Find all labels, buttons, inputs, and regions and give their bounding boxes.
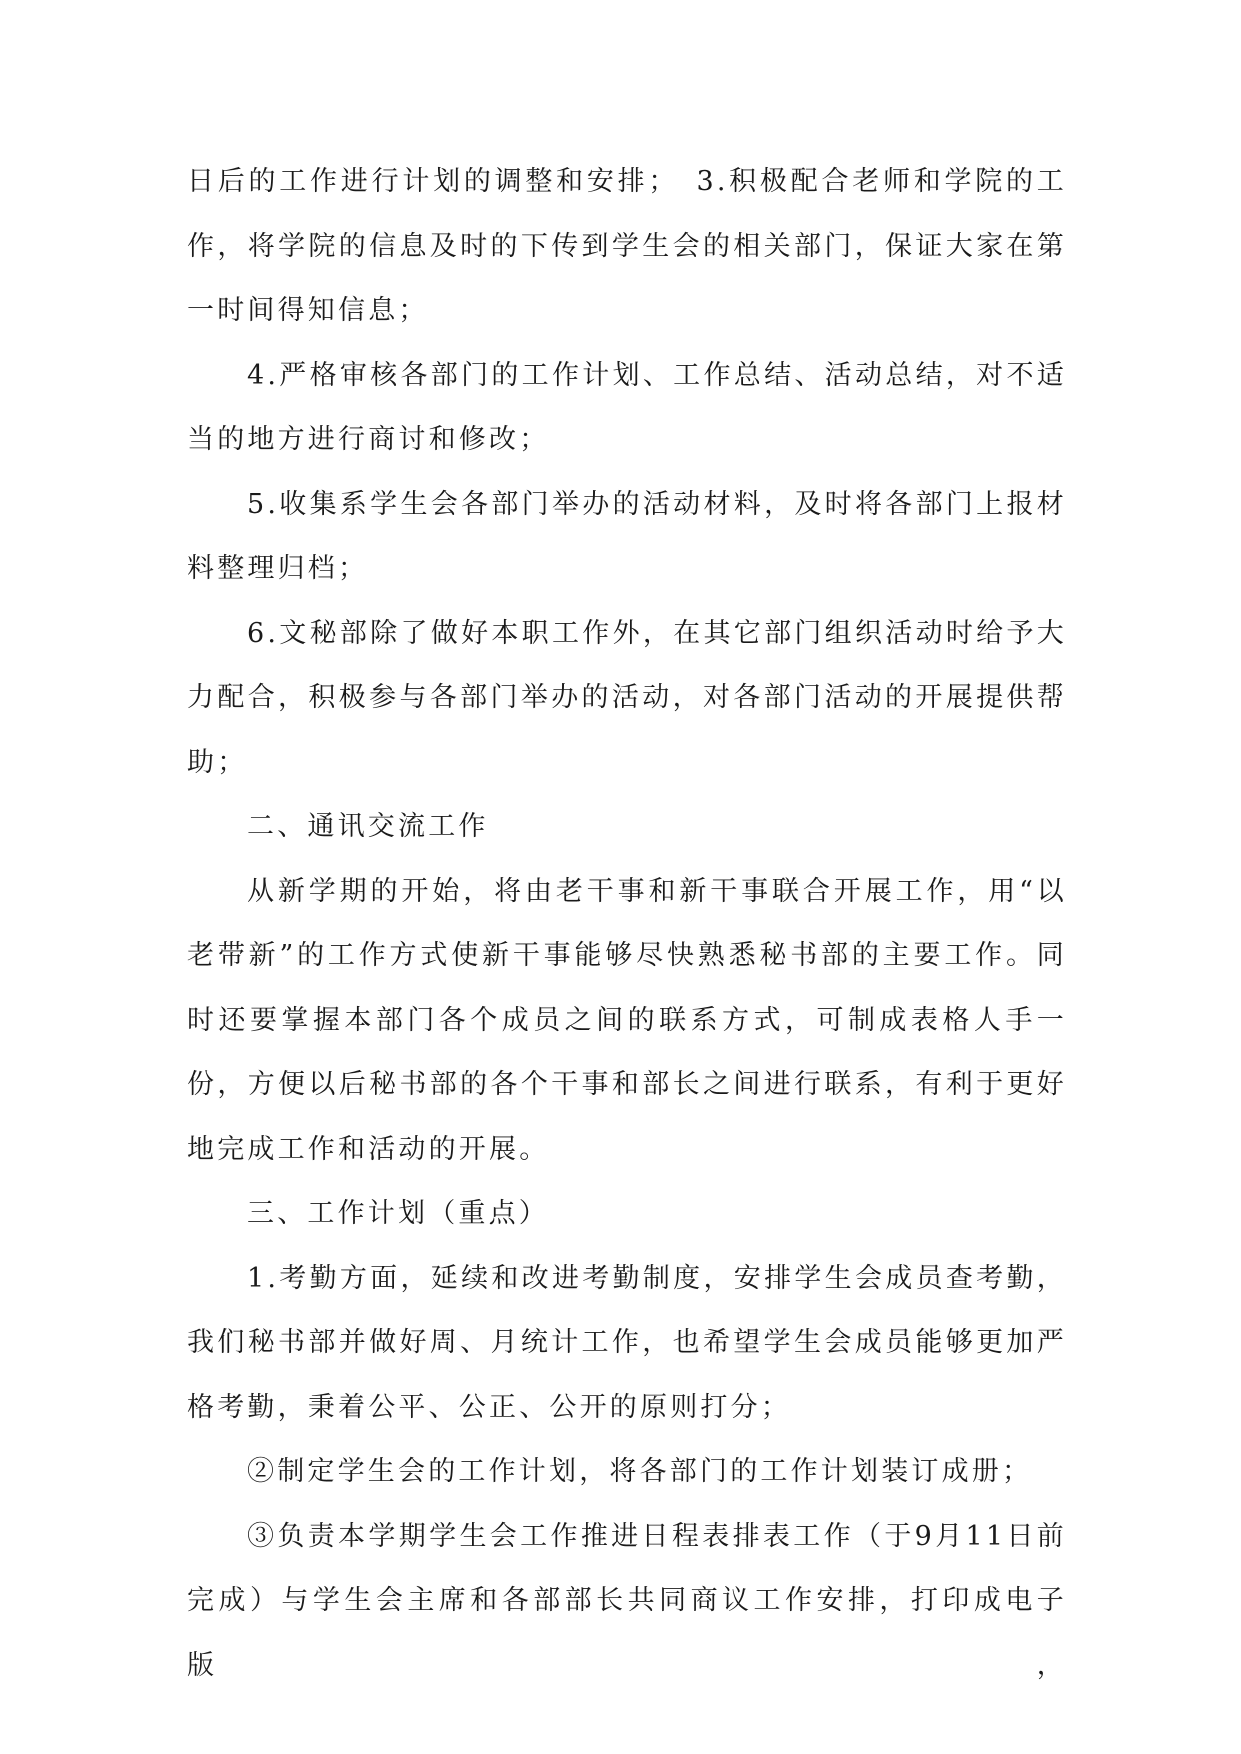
paragraph-communication: 从新学期的开始，将由老干事和新干事联合开展工作，用“以老带新”的工作方式使新干事能够尽快熟悉秘书部的主要工作。同时还要掌握本部门各个成员之间的联系方式，可制成表格人手一份，方便以后秘书部的各个干事和部长之间进行联系，有利于更好地完成工作和活动的开展。 [187, 875, 1067, 1165]
document-body [187, 150, 1067, 1698]
paragraph-item-6: 6.文秘部除了做好本职工作外，在其它部门组织活动时给予大力配合，积极参与各部门举办的活动，对各部门活动的开展提供帮助； [187, 617, 1067, 778]
paragraph-plan-2: ②制定学生会的工作计划，将各部门的工作计划装订成册； [247, 1456, 1033, 1487]
paragraph-continuation: 日后的工作进行计划的调整和安排； 3.积极配合老师和学院的工作，将学院的信息及时的下传到学生会的相关部门，保证大家在第一时间得知信息； [187, 166, 1067, 326]
paragraph-plan-3: ③负责本学期学生会工作推进日程表排表工作（于9月11日前完成）与学生会主席和各部部长共同商议工作安排，打印成电子版， [187, 1520, 1067, 1681]
section-heading-communication: 二、通讯交流工作 [247, 811, 489, 842]
section-heading-work-plan: 三、工作计划（重点） [247, 1198, 549, 1229]
paragraph-item-5: 5.收集系学生会各部门举办的活动材料，及时将各部门上报材料整理归档； [187, 488, 1067, 584]
paragraph-item-4: 4.严格审核各部门的工作计划、工作总结、活动总结，对不适当的地方进行商讨和修改； [187, 359, 1067, 455]
paragraph-attendance: 1.考勤方面，延续和改进考勤制度，安排学生会成员查考勤，我们秘书部并做好周、月统计工作，也希望学生会成员能够更加严格考勤，秉着公平、公正、公开的原则打分； [187, 1262, 1067, 1423]
